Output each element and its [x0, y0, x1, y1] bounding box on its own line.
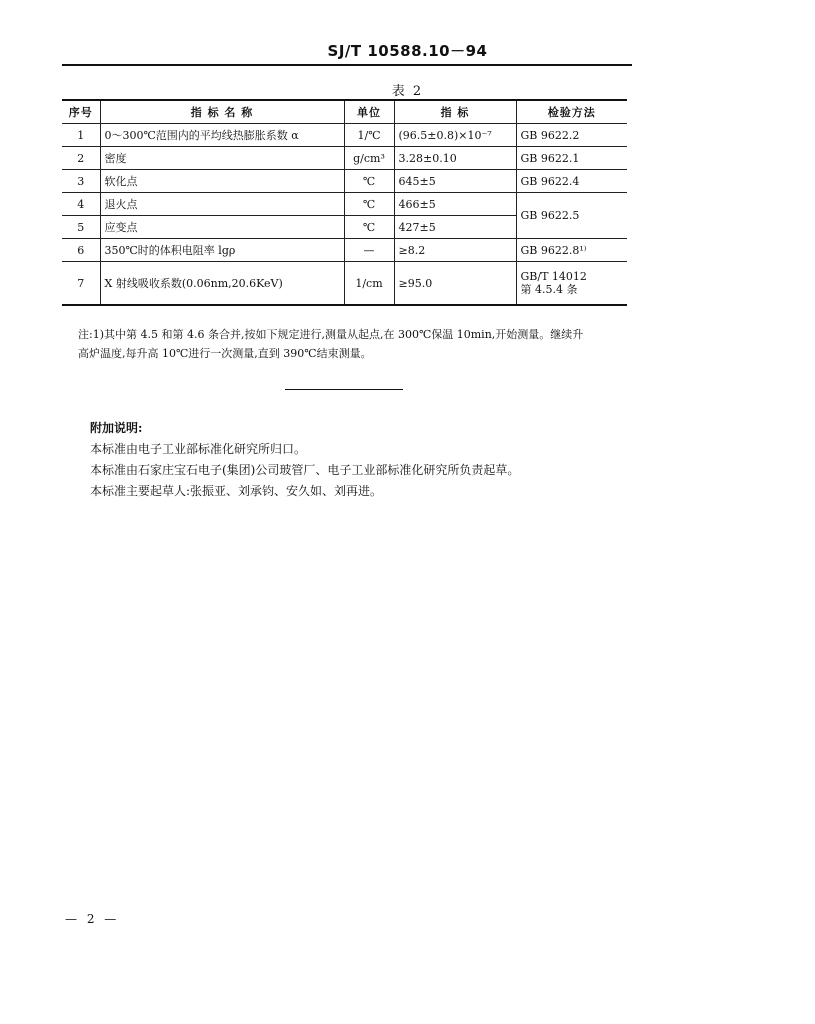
section-divider: [285, 389, 403, 390]
row-no: 5: [62, 216, 100, 239]
table-row: [62, 124, 627, 147]
row-unit: g/cm³: [344, 147, 394, 170]
appendix-line-2: 本标准由石家庄宝石电子(集团)公司玻管厂、电子工业部标准化研究所负责起草。: [90, 463, 520, 477]
table-row: [62, 262, 627, 306]
row-method-line2: 第 4.5.4 条: [520, 283, 578, 296]
col-header-method: 检验方法: [516, 100, 627, 124]
row-method: GB 9622.4: [516, 170, 627, 193]
header-rule: [62, 64, 632, 66]
table-note: [78, 325, 633, 363]
table-row: [62, 147, 627, 170]
row-name: 密度: [100, 147, 344, 170]
row-name: 应变点: [100, 216, 344, 239]
row-value: 3.28±0.10: [394, 147, 516, 170]
row-unit: —: [344, 239, 394, 262]
row-no: 2: [62, 147, 100, 170]
row-unit: ℃: [344, 216, 394, 239]
row-no: 1: [62, 124, 100, 147]
col-header-no: 序号: [62, 100, 100, 124]
row-name: 软化点: [100, 170, 344, 193]
row-method: GB 9622.2: [516, 124, 627, 147]
row-no: 4: [62, 193, 100, 216]
table-title: 表 2: [391, 84, 424, 99]
row-method: GB 9622.1: [516, 147, 627, 170]
row-value: (96.5±0.8)×10⁻⁷: [394, 124, 516, 147]
row-unit: ℃: [344, 170, 394, 193]
col-header-value: 指 标: [394, 100, 516, 124]
row-method: GB 9622.5: [516, 193, 627, 239]
document-number: SJ/T 10588.10－94: [327, 42, 488, 60]
note-line-1: 注:1)其中第 4.5 和第 4.6 条合并,按如下规定进行,测量从起点,在 300℃保温 10min,开始测量。继续升: [78, 328, 584, 341]
row-value: 427±5: [394, 216, 516, 239]
appendix-line-1: 本标准由电子工业部标准化研究所归口。: [90, 442, 307, 456]
row-name: X 射线吸收系数(0.06nm,20.6KeV): [100, 262, 344, 306]
table-row: [62, 193, 627, 216]
row-name: 退火点: [100, 193, 344, 216]
row-value: 466±5: [394, 193, 516, 216]
row-name: 0～300℃范围内的平均线热膨胀系数 α: [100, 124, 344, 147]
table-row: [62, 170, 627, 193]
col-header-unit: 单位: [344, 100, 394, 124]
table-header-row: [62, 100, 627, 124]
row-no: 6: [62, 239, 100, 262]
note-line-2: 高炉温度,每升高 10℃进行一次测量,直到 390℃结束测量。: [78, 347, 372, 360]
row-unit: ℃: [344, 193, 394, 216]
row-method-line1: GB/T 14012: [520, 270, 587, 283]
row-unit: 1/cm: [344, 262, 394, 306]
row-name: 350℃时的体积电阻率 lgρ: [100, 239, 344, 262]
table-row: [62, 239, 627, 262]
row-no: 3: [62, 170, 100, 193]
row-method: [516, 262, 627, 306]
page-number: — 2 —: [65, 912, 120, 926]
row-no: 7: [62, 262, 100, 306]
appendix-line-3: 本标准主要起草人:张振亚、刘承钧、安久如、刘再进。: [90, 484, 383, 498]
row-unit: 1/℃: [344, 124, 394, 147]
appendix: [90, 418, 650, 502]
col-header-name: 指 标 名 称: [100, 100, 344, 124]
row-value: ≥8.2: [394, 239, 516, 262]
row-value: ≥95.0: [394, 262, 516, 306]
row-method: GB 9622.8¹⁾: [516, 239, 627, 262]
appendix-heading: 附加说明:: [90, 421, 143, 435]
row-value: 645±5: [394, 170, 516, 193]
spec-table: [62, 99, 627, 306]
